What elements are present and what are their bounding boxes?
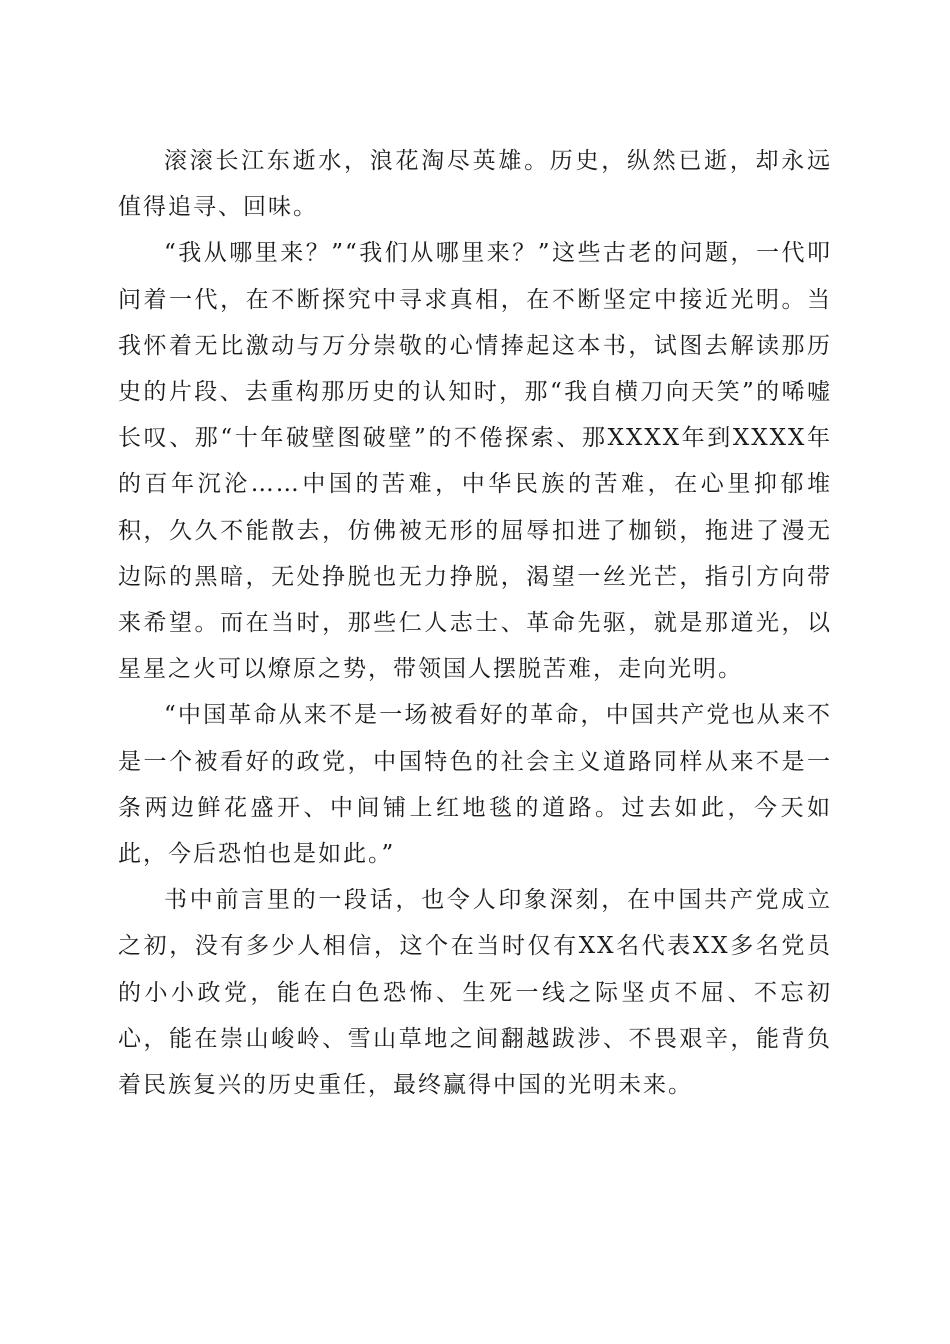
document-body xyxy=(118,138,832,1108)
paragraph-2: “我从哪里来？”“我们从哪里来？”这些古老的问题，一代叩问着一代，在不断探究中寻求真相，在不断坚定中接近光明。当我怀着无比激动与万分崇敬的心情捧起这本书，试图去解读那历史的片段、去重构那历史的认知时，那“我自横刀向天笑”的唏嘘长叹、那“十年破壁图破壁”的不倦探索、那XXXX年到XXXX年的百年沉沦……中国的苦难，中华民族的苦难，在心里抑郁堆积，久久不能散去，仿佛被无形的屈辱扣进了枷锁，拖进了漫无边际的黑暗，无处挣脱也无力挣脱，渴望一丝光芒，指引方向带来希望。而在当时，那些仁人志士、革命先驱，就是那道光，以星星之火可以燎原之势，带领国人摆脱苦难，走向光明。 xyxy=(118,240,832,683)
paragraph-1: 滚滚长江东逝水，浪花淘尽英雄。历史，纵然已逝，却永远值得追寻、回味。 xyxy=(118,148,832,221)
paragraph-4: 书中前言里的一段话，也令人印象深刻，在中国共产党成立之初，没有多少人相信，这个在当时仅有XX名代表XX多名党员的小小政党，能在白色恐怖、生死一线之际坚贞不屈、不忘初心，能在崇山峻岭、雪山草地之间翻越跋涉、不畏艰辛，能背负着民族复兴的历史重任，最终赢得中国的光明未来。 xyxy=(118,887,832,1099)
paragraph-3: “中国革命从来不是一场被看好的革命，中国共产党也从来不是一个被看好的政党，中国特色的社会主义道路同样从来不是一条两边鲜花盛开、中间铺上红地毯的道路。过去如此，今天如此，今后恐怕也是如此。” xyxy=(118,702,832,868)
